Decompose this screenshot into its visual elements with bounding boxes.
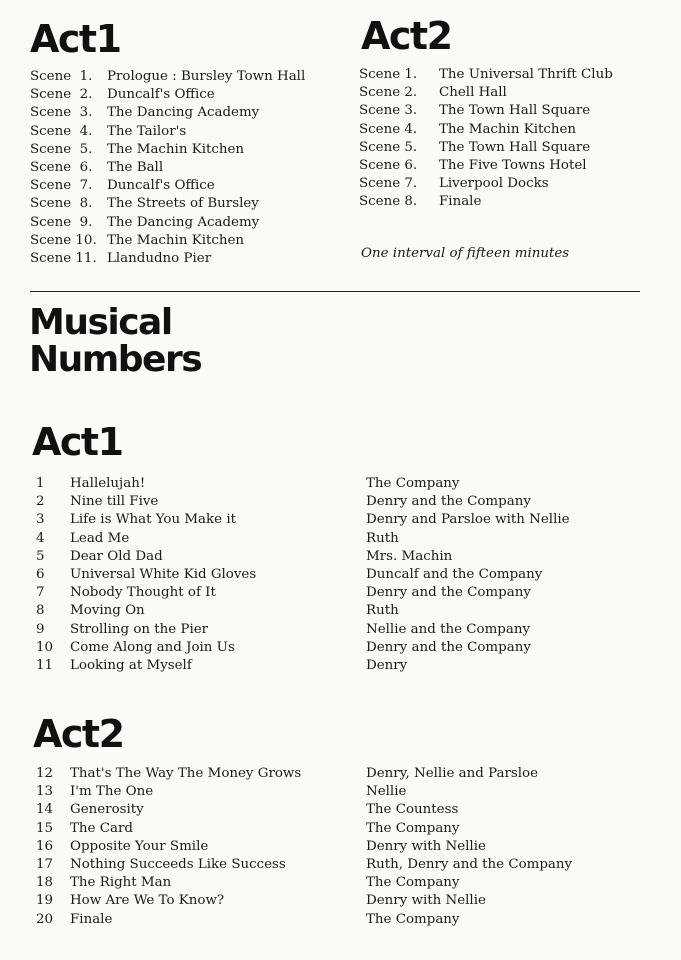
number: 8 (36, 603, 45, 619)
scene-label: Scene 5. (30, 141, 93, 157)
scene-label: Scene 6. (359, 157, 418, 173)
numbers-act1-heading: Act1 (32, 420, 123, 464)
performer: Denry and the Company (366, 585, 531, 601)
scene-row (359, 102, 659, 120)
musical-number-row (0, 493, 681, 511)
interval-note: One interval of fifteen minutes (361, 246, 570, 261)
performer: Ruth (366, 530, 399, 546)
song-title: That's The Way The Money Grows (70, 766, 302, 781)
musical-numbers-title-line2: Numbers (29, 339, 202, 380)
number: 1 (36, 476, 45, 491)
scene-label: Scene 3. (359, 103, 418, 119)
musical-number-row (0, 584, 681, 602)
performer: The Company (366, 476, 460, 491)
song-title: Come Along and Join Us (70, 639, 235, 655)
song-title: Life is What You Make it (70, 512, 237, 528)
scene-row (359, 139, 659, 157)
number: 18 (36, 875, 54, 891)
scenes-act1-list (30, 68, 330, 268)
scene-row (359, 84, 659, 102)
musical-number-row (0, 765, 681, 783)
scenes-act1-heading: Act1 (30, 17, 121, 61)
number: 14 (36, 802, 54, 818)
scene-row (30, 104, 330, 122)
number: 13 (36, 784, 54, 800)
section-divider (30, 291, 640, 292)
scene-row (359, 121, 659, 139)
musical-number-row (0, 511, 681, 529)
song-title: Nobody Thought of It (70, 585, 216, 601)
scene-label: Scene 2. (30, 87, 93, 103)
song-title: Dear Old Dad (70, 548, 163, 564)
scene-label: Scene 1. (359, 67, 418, 82)
scene-row (359, 175, 659, 193)
scene-name: The Machin Kitchen (107, 141, 245, 157)
scenes-act2-heading: Act2 (361, 14, 452, 58)
musical-numbers-title (29, 304, 201, 378)
performer: Duncalf and the Company (366, 566, 543, 582)
number: 4 (36, 530, 45, 546)
performer: Denry and the Company (366, 494, 531, 510)
scene-label: Scene 5. (359, 139, 418, 155)
musical-number-row (0, 820, 681, 838)
song-title: The Card (70, 820, 133, 836)
scene-row (359, 193, 659, 211)
scene-name: The Ball (107, 159, 164, 175)
number: 15 (36, 820, 54, 836)
number: 10 (36, 639, 54, 655)
scene-row (30, 177, 330, 195)
numbers-act2-heading: Act2 (33, 712, 124, 756)
performer: Ruth, Denry and the Company (366, 856, 573, 872)
number: 17 (36, 856, 54, 872)
musical-number-row (0, 801, 681, 819)
scene-label: Scene 4. (30, 123, 93, 139)
scene-name: The Streets of Bursley (107, 196, 259, 212)
song-title: Hallelujah! (70, 476, 146, 491)
musical-number-row (0, 530, 681, 548)
scene-label: Scene 6. (30, 159, 93, 175)
musical-number-row (0, 621, 681, 639)
musical-number-row (0, 783, 681, 801)
scene-name: Prologue : Bursley Town Hall (107, 69, 306, 84)
song-title: How Are We To Know? (70, 893, 225, 909)
number: 12 (36, 766, 54, 781)
performer: Nellie (366, 784, 407, 800)
number: 3 (36, 512, 45, 528)
number: 20 (36, 911, 54, 927)
scene-row (30, 159, 330, 177)
scene-name: Liverpool Docks (439, 176, 549, 192)
number: 2 (36, 494, 45, 510)
musical-number-row (0, 639, 681, 657)
performer: Denry, Nellie and Parsloe (366, 766, 539, 781)
song-title: Moving On (70, 603, 145, 619)
scene-label: Scene 1. (30, 69, 93, 84)
scene-row (359, 157, 659, 175)
scene-row (30, 86, 330, 104)
musical-number-row (0, 911, 681, 929)
song-title: Universal White Kid Gloves (70, 566, 257, 582)
numbers-act1-list (0, 475, 681, 675)
musical-number-row (0, 838, 681, 856)
scene-row (30, 250, 330, 268)
scene-name: Finale (439, 194, 482, 210)
scene-label: Scene 7. (359, 176, 418, 192)
scene-label: Scene 8. (30, 196, 93, 212)
scene-name: The Five Towns Hotel (439, 157, 587, 173)
scene-row (30, 232, 330, 250)
scene-name: Chell Hall (439, 85, 507, 101)
performer: Denry (366, 657, 408, 673)
numbers-act2-list (0, 765, 681, 929)
number: 11 (36, 657, 54, 673)
performer: Denry and the Company (366, 639, 531, 655)
musical-number-row (0, 892, 681, 910)
song-title: Lead Me (70, 530, 130, 546)
musical-numbers-title-line1: Musical (29, 302, 172, 343)
number: 16 (36, 838, 54, 854)
scene-row (30, 141, 330, 159)
number: 7 (36, 585, 45, 601)
song-title: Nine till Five (70, 494, 159, 510)
scene-label: Scene 2. (359, 85, 418, 101)
musical-number-row (0, 657, 681, 675)
performer: The Countess (366, 802, 459, 818)
scene-row (30, 214, 330, 232)
scene-label: Scene 11. (30, 250, 97, 266)
scene-label: Scene 9. (30, 214, 93, 230)
number: 6 (36, 566, 45, 582)
musical-number-row (0, 548, 681, 566)
song-title: Finale (70, 911, 113, 927)
number: 9 (36, 621, 45, 637)
scene-name: The Town Hall Square (439, 103, 591, 119)
scene-name: The Tailor's (107, 123, 187, 139)
scene-label: Scene 4. (359, 121, 418, 137)
scene-row (30, 68, 330, 86)
scene-label: Scene 7. (30, 178, 93, 194)
musical-number-row (0, 566, 681, 584)
song-title: Strolling on the Pier (70, 621, 209, 637)
scene-name: Duncalf's Office (107, 87, 215, 103)
musical-number-row (0, 475, 681, 493)
scene-name: The Machin Kitchen (439, 121, 577, 137)
musical-number-row (0, 856, 681, 874)
scene-name: The Universal Thrift Club (439, 67, 613, 82)
performer: Ruth (366, 603, 399, 619)
scene-name: Duncalf's Office (107, 178, 215, 194)
performer: The Company (366, 820, 460, 836)
musical-number-row (0, 602, 681, 620)
performer: Denry with Nellie (366, 893, 486, 909)
performer: The Company (366, 875, 460, 891)
song-title: Opposite Your Smile (70, 838, 209, 854)
scene-name: The Town Hall Square (439, 139, 591, 155)
performer: Mrs. Machin (366, 548, 453, 564)
song-title: The Right Man (70, 875, 172, 891)
scene-name: The Machin Kitchen (107, 232, 245, 248)
song-title: I'm The One (70, 784, 154, 800)
scene-name: The Dancing Academy (107, 214, 260, 230)
number: 19 (36, 893, 54, 909)
song-title: Generosity (70, 802, 144, 818)
performer: Nellie and the Company (366, 621, 531, 637)
scene-label: Scene 3. (30, 105, 93, 121)
scene-row (359, 66, 659, 84)
scene-name: The Dancing Academy (107, 105, 260, 121)
scene-row (30, 123, 330, 141)
number: 5 (36, 548, 45, 564)
performer: Denry and Parsloe with Nellie (366, 512, 570, 528)
scene-label: Scene 10. (30, 232, 97, 248)
musical-number-row (0, 874, 681, 892)
scene-name: Llandudno Pier (107, 250, 212, 266)
scene-label: Scene 8. (359, 194, 418, 210)
performer: Denry with Nellie (366, 838, 486, 854)
scenes-act2-list (359, 66, 659, 212)
performer: The Company (366, 911, 460, 927)
song-title: Looking at Myself (70, 657, 192, 673)
song-title: Nothing Succeeds Like Success (70, 856, 286, 872)
scene-row (30, 195, 330, 213)
